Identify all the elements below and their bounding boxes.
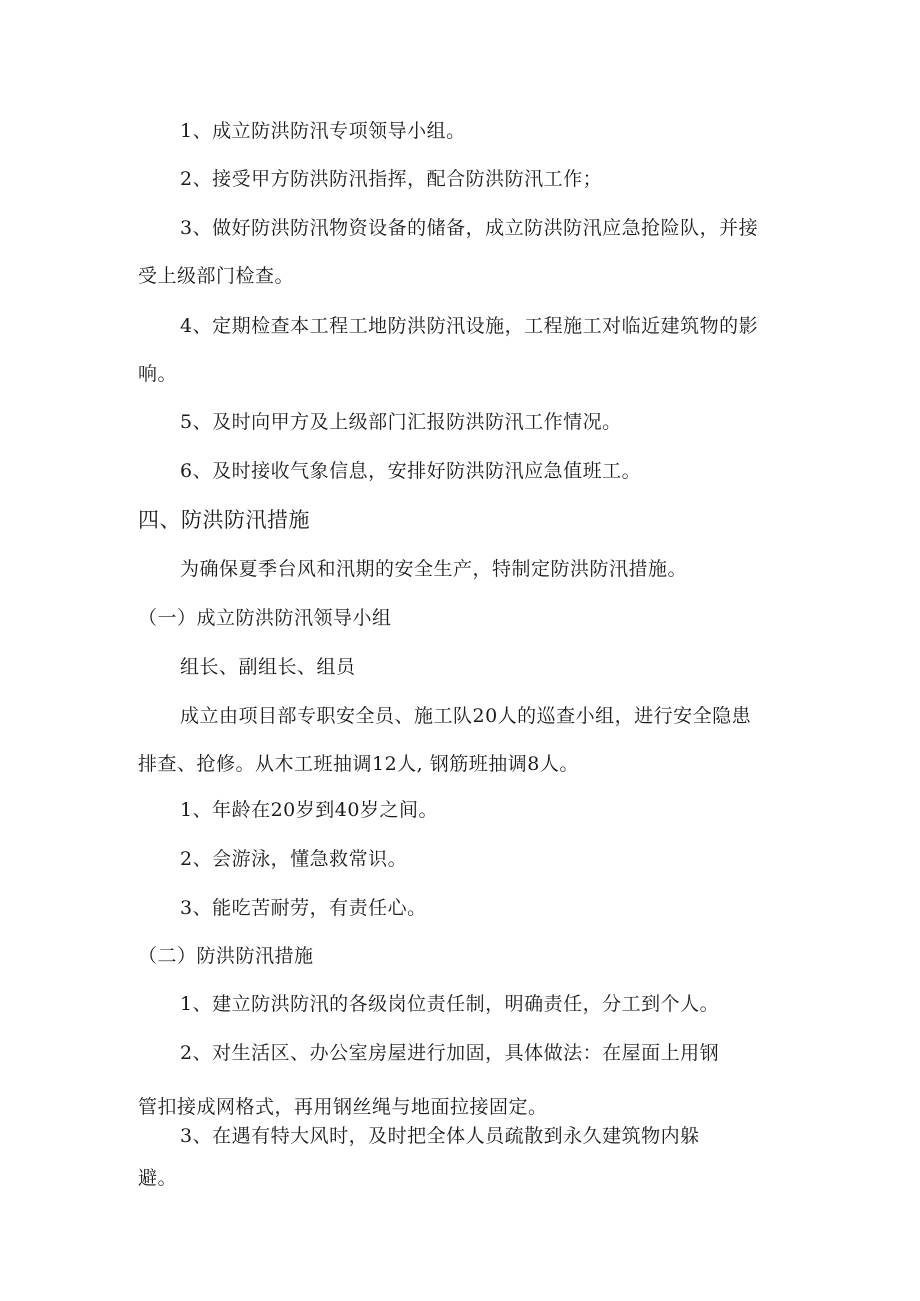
- list-item: 3、能吃苦耐劳，有责任心。: [180, 897, 427, 919]
- list-item-continuation: 响。: [138, 363, 178, 385]
- list-item: 1、建立防洪防汛的各级岗位责任制，明确责任，分工到个人。: [180, 993, 720, 1015]
- list-item-continuation: 避。: [138, 1167, 178, 1189]
- subsection-heading: （一）成立防洪防汛领导小组: [138, 607, 392, 629]
- list-item: 2、接受甲方防洪防汛指挥，配合防洪防汛工作；: [180, 168, 603, 190]
- list-item: 1、成立防洪防汛专项领导小组。: [180, 120, 466, 142]
- roles-line: 组长、副组长、组员: [180, 656, 356, 678]
- paragraph-line: 成立由项目部专职安全员、施工队20人的巡查小组，进行安全隐患: [180, 705, 752, 727]
- list-item: 4、定期检查本工程工地防洪防汛设施，工程施工对临近建筑物的影: [180, 315, 759, 337]
- list-item: 5、及时向甲方及上级部门汇报防洪防汛工作情况。: [180, 411, 622, 433]
- section-intro: 为确保夏季台风和汛期的安全生产，特制定防洪防汛措施。: [180, 558, 688, 580]
- list-item: 6、及时接收气象信息，安排好防洪防汛应急值班工。: [180, 460, 642, 482]
- list-item: 3、做好防洪防汛物资设备的储备，成立防洪防汛应急抢险队，并接: [180, 217, 759, 239]
- section-heading: 四、防洪防汛措施: [138, 508, 310, 532]
- list-item: 2、对生活区、办公室房屋进行加固，具体做法：在屋面上用钢: [180, 1042, 720, 1064]
- paragraph-line: 排查、抢修。从木工班抽调12人, 钢筋班抽调8人。: [138, 753, 579, 775]
- list-item-continuation: 管扣接成网格式，再用钢丝绳与地面拉接固定。: [138, 1096, 548, 1118]
- subsection-heading: （二）防洪防汛措施: [138, 945, 314, 967]
- list-item: 3、在遇有特大风时，及时把全体人员疏散到永久建筑物内躲: [180, 1125, 700, 1147]
- list-item: 1、年龄在20岁到40岁之间。: [180, 799, 438, 821]
- list-item-continuation: 受上级部门检查。: [138, 265, 295, 287]
- list-item: 2、会游泳，懂急救常识。: [180, 848, 408, 870]
